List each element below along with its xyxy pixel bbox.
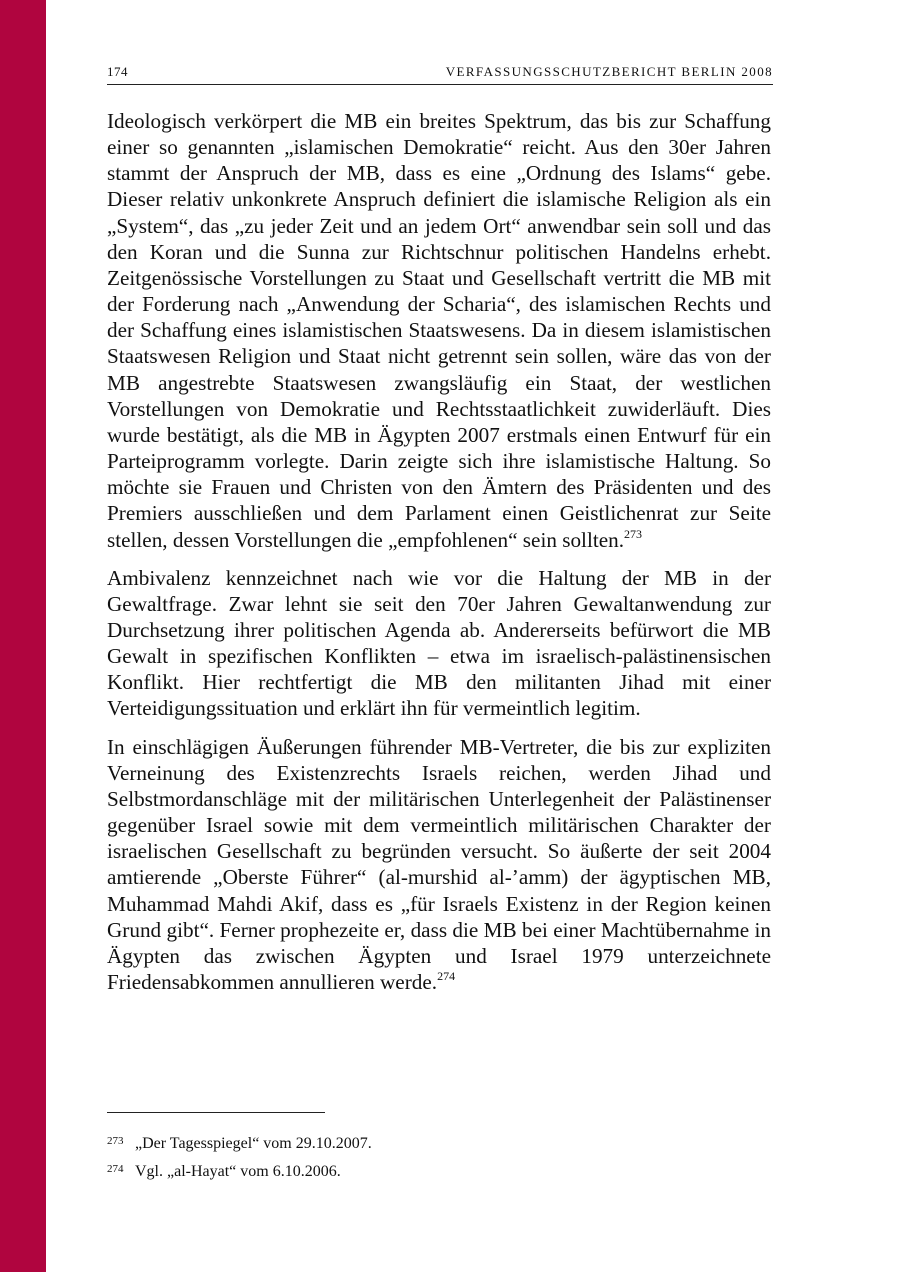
body-text [107,108,771,1007]
footnote [107,1134,771,1162]
footnote-number: 274 [107,1163,124,1175]
header-title: VERFASSUNGSSCHUTZBERICHT BERLIN 2008 [445,64,773,79]
footnote [107,1162,771,1190]
paragraph-text: In einschlägigen Äußerungen führender MB-Vertreter, die bis zur expliziten Verneinung des Existenzrechts Israels reichen, werden Jihad und Selbstmordanschläge mit der militärischen Unterlegenheit der Palästinenser gegenüber Israel sowie mit dem vermeintlich militärischen Charakter der israelischen Gesellschaft zu begründen versucht. So äußerte der seit 2004 amtierende „Oberste Führer“ (al-murshid al-’amm) der ägyptischen MB, Muhammad Mahdi Akif, dass es „für Israels Existenz in der Region keinen Grund gibt“. Ferner prophezeite er, dass die MB bei einer Machtübernahme in Ägypten das zwischen Ägypten und Israel 1979 unterzeichnete Friedensabkommen annullieren werde. [107,734,771,994]
paragraph [107,734,771,996]
paragraph [107,565,771,722]
footnote-divider [107,1112,325,1113]
paragraph [107,108,771,553]
paragraph-text: Ideologisch verkörpert die MB ein breites Spektrum, das bis zur Schaffung einer so genannten „islamischen Demokratie“ reicht. Aus den 30er Jahren stammt der Anspruch der MB, dass es eine „Ordnung des Islams“ gebe. Dieser relativ unkonkrete Anspruch definiert die islamische Religion als ein „System“, das „zu jeder Zeit und an jedem Ort“ anwendbar sein soll und das den Koran und die Sunna zur Richtschnur politischen Handelns erhebt. Zeitgenössische Vorstellungen zu Staat und Gesellschaft vertritt die MB mit der Forderung nach „Anwendung der Scharia“, des islamischen Rechts und der Schaffung eines islamistischen Staatswesens. Da in diesem islamistischen Staatswesen Religion und Staat nicht getrennt sein sollen, wäre das von der MB angestrebte Staatswesen zwangsläufig ein Staat, der westlichen Vorstellungen von Demokratie und Rechtsstaatlichkeit zuwiderläuft. Dies wurde bestätigt, als die MB in Ägypten 2007 erstmals einen Entwurf für ein Parteiprogramm vorlegte. Darin zeigte sich ihre islamistische Haltung. So möchte sie Frauen und Christen von den Ämtern des Präsidenten und des Premiers ausschließen und dem Parlament einen Geistlichenrat zur Seite stellen, dessen Vorstellungen die „empfohlenen“ sein sollten. [107,109,771,552]
footnote-ref[interactable]: 274 [437,969,456,983]
footnote-text: „Der Tagesspiegel“ vom 29.10.2007. [135,1135,372,1152]
footnote-number: 273 [107,1135,124,1147]
paragraph-text: Ambivalenz kennzeichnet nach wie vor die Haltung der MB in der Gewaltfrage. Zwar lehnt sie seit den 70er Jahren Gewaltanwendung zur Durchsetzung ihrer politischen Agenda ab. Andererseits befürwort die MB Gewalt in spezifischen Konflikten – etwa im israelisch-palästinensischen Konflikt. Hier rechtfertigt die MB den militanten Jihad mit einer Verteidigungssituation und erklärt ihn für vermeintlich legitim. [107,565,771,721]
footnotes [107,1134,771,1190]
running-header [107,64,773,85]
page-number: 174 [107,64,128,79]
side-color-bar [0,0,46,1272]
footnote-text: Vgl. „al-Hayat“ vom 6.10.2006. [135,1163,341,1180]
footnote-ref[interactable]: 273 [624,526,643,541]
